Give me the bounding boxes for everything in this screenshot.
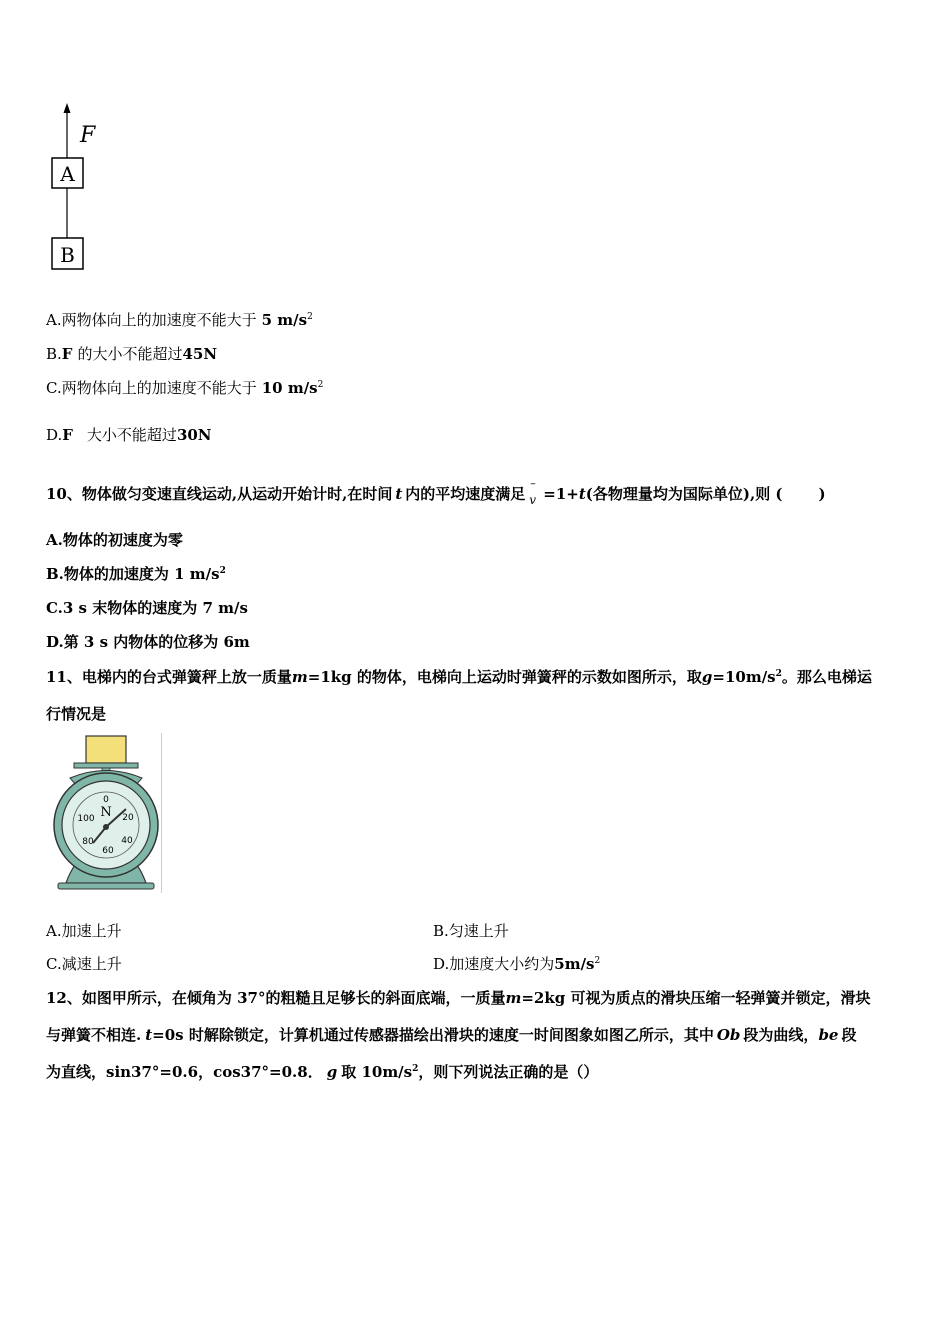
dial-unit-label: N: [100, 805, 112, 820]
weighted-object: [86, 736, 126, 763]
q12-stem-part: ，则下列说法正确的是（）: [418, 1063, 599, 1081]
option-force-symbol: F: [62, 426, 73, 444]
option-text: 的大小不能超过: [77, 345, 183, 363]
q11-stem-sup: 2: [775, 669, 782, 679]
q12-stem-part: =0s 时解除锁定，计算机通过传感器描绘出滑块的速度一时间图象如图乙所示，其中: [152, 1026, 714, 1044]
q10-stem-part: (各物理量均为国际单位),则 (: [585, 485, 783, 503]
q12-segment-be: be: [818, 1026, 839, 1044]
q10-option-d: D.第 3 s 内物体的位移为 6m: [46, 633, 250, 651]
option-prefix: B.: [46, 345, 62, 363]
dial-tick-label: 60: [102, 846, 114, 856]
q11-stem-part: =10m/s: [712, 668, 776, 686]
block-a-label: A: [60, 162, 75, 186]
option-sup: 2: [317, 380, 324, 390]
option-text: 两物体向上的加速度不能大于: [61, 311, 257, 329]
q10-stem-part: =1+: [543, 485, 579, 503]
q9-option-a: [46, 310, 313, 330]
q11-option-c: C.减速上升: [46, 955, 122, 973]
scale-platform: [74, 763, 138, 768]
q11-stem-line1: [46, 667, 872, 687]
option-force-symbol: F: [61, 345, 73, 363]
q10-time-symbol: t: [578, 485, 586, 503]
q12-segment-ob: Ob: [716, 1026, 741, 1044]
q12-stem-part: 取 10m/s: [341, 1063, 413, 1081]
q12-stem-part: =2kg 可视为质点的滑块压缩一轻弹簧并锁定，滑块: [521, 989, 871, 1007]
q9-option-b: [46, 344, 217, 364]
option-prefix: C.: [46, 379, 62, 397]
block-b-label: B: [60, 243, 75, 267]
spring-scale-svg: [44, 733, 160, 893]
dial-pivot: [103, 824, 109, 830]
option-sup: 2: [307, 312, 313, 322]
q10-stem-part: ): [818, 485, 826, 503]
option-text: 两物体向上的加速度不能大于: [61, 379, 257, 397]
option-prefix: A.: [46, 311, 62, 329]
option-sup: 2: [219, 566, 226, 576]
q12-mass-symbol: m: [505, 989, 522, 1007]
option-value: 5m/s: [554, 955, 595, 973]
q9-option-c: [46, 378, 323, 398]
dial-tick-label: 0: [103, 795, 109, 805]
q10-option-c: C.3 s 末物体的速度为 7 m/s: [46, 599, 248, 617]
q11-stem-line2: 行情况是: [46, 705, 107, 723]
q11-stem-part: =1kg 的物体，电梯向上运动时弹簧秤的示数如图所示，取: [307, 668, 702, 686]
q12-stem-line1: [46, 988, 870, 1008]
option-value: 45N: [182, 345, 218, 363]
q12-gravity-symbol: g: [326, 1063, 338, 1081]
option-text: D.加速度大小约为: [433, 955, 555, 973]
q10-time-symbol: t: [395, 485, 403, 503]
scale-foot: [58, 883, 154, 889]
dial-tick-label: 40: [121, 836, 133, 846]
option-text: B.物体的加速度为 1 m/s: [46, 565, 220, 583]
q12-stem-line3: [46, 1062, 598, 1082]
spring-scale-figure: [44, 733, 162, 893]
option-value: 10 m/s: [261, 379, 318, 397]
option-value: 30N: [176, 426, 212, 444]
force-diagram: [44, 100, 114, 275]
q11-mass-symbol: m: [291, 668, 308, 686]
q11-option-b: B.匀速上升: [433, 922, 509, 940]
q12-time-symbol: t: [145, 1026, 153, 1044]
q12-stem-part: 12、如图甲所示，在倾角为 37°的粗糙且足够长的斜面底端，一质量: [46, 989, 506, 1007]
option-value: 5 m/s: [261, 311, 308, 329]
q9-option-d: [46, 425, 212, 445]
q10-stem-part: 10、物体做匀变速直线运动,从运动开始计时,在时间: [46, 485, 393, 503]
dial-tick-label: 20: [122, 813, 134, 823]
q10-stem-part: 内的平均速度满足: [405, 485, 526, 503]
q12-stem-line2: [46, 1025, 857, 1045]
force-arrow-head: [64, 103, 71, 113]
option-text: 大小不能超过: [86, 426, 177, 444]
velocity-symbol: v: [529, 493, 537, 507]
overline-bar: –: [530, 477, 536, 490]
q12-stem-part: 段为曲线，: [743, 1026, 819, 1044]
q10-option-b: [46, 564, 226, 584]
q12-stem-part: 为直线，sin37°=0.6，cos37°=0.8．: [46, 1063, 323, 1081]
q12-stem-part: 与弹簧不相连.: [46, 1026, 142, 1044]
q10-option-a: A.物体的初速度为零: [46, 531, 183, 549]
option-prefix: D.: [46, 426, 63, 444]
q11-stem-part: 11、电梯内的台式弹簧秤上放一质量: [46, 668, 292, 686]
dial-tick-label: 100: [77, 814, 95, 824]
q12-stem-part: 段: [841, 1026, 857, 1044]
force-label: F: [80, 123, 96, 148]
q11-option-d: [433, 954, 600, 974]
q12-stem-sup: 2: [412, 1064, 419, 1074]
option-sup: 2: [594, 956, 601, 966]
dial-tick-label: 80: [82, 837, 94, 847]
q11-stem-part: 。那么电梯运: [781, 668, 872, 686]
force-diagram-svg: [44, 100, 114, 275]
q11-option-a: A.加速上升: [46, 922, 122, 940]
q11-gravity-symbol: g: [701, 668, 713, 686]
q10-stem: [46, 477, 826, 507]
